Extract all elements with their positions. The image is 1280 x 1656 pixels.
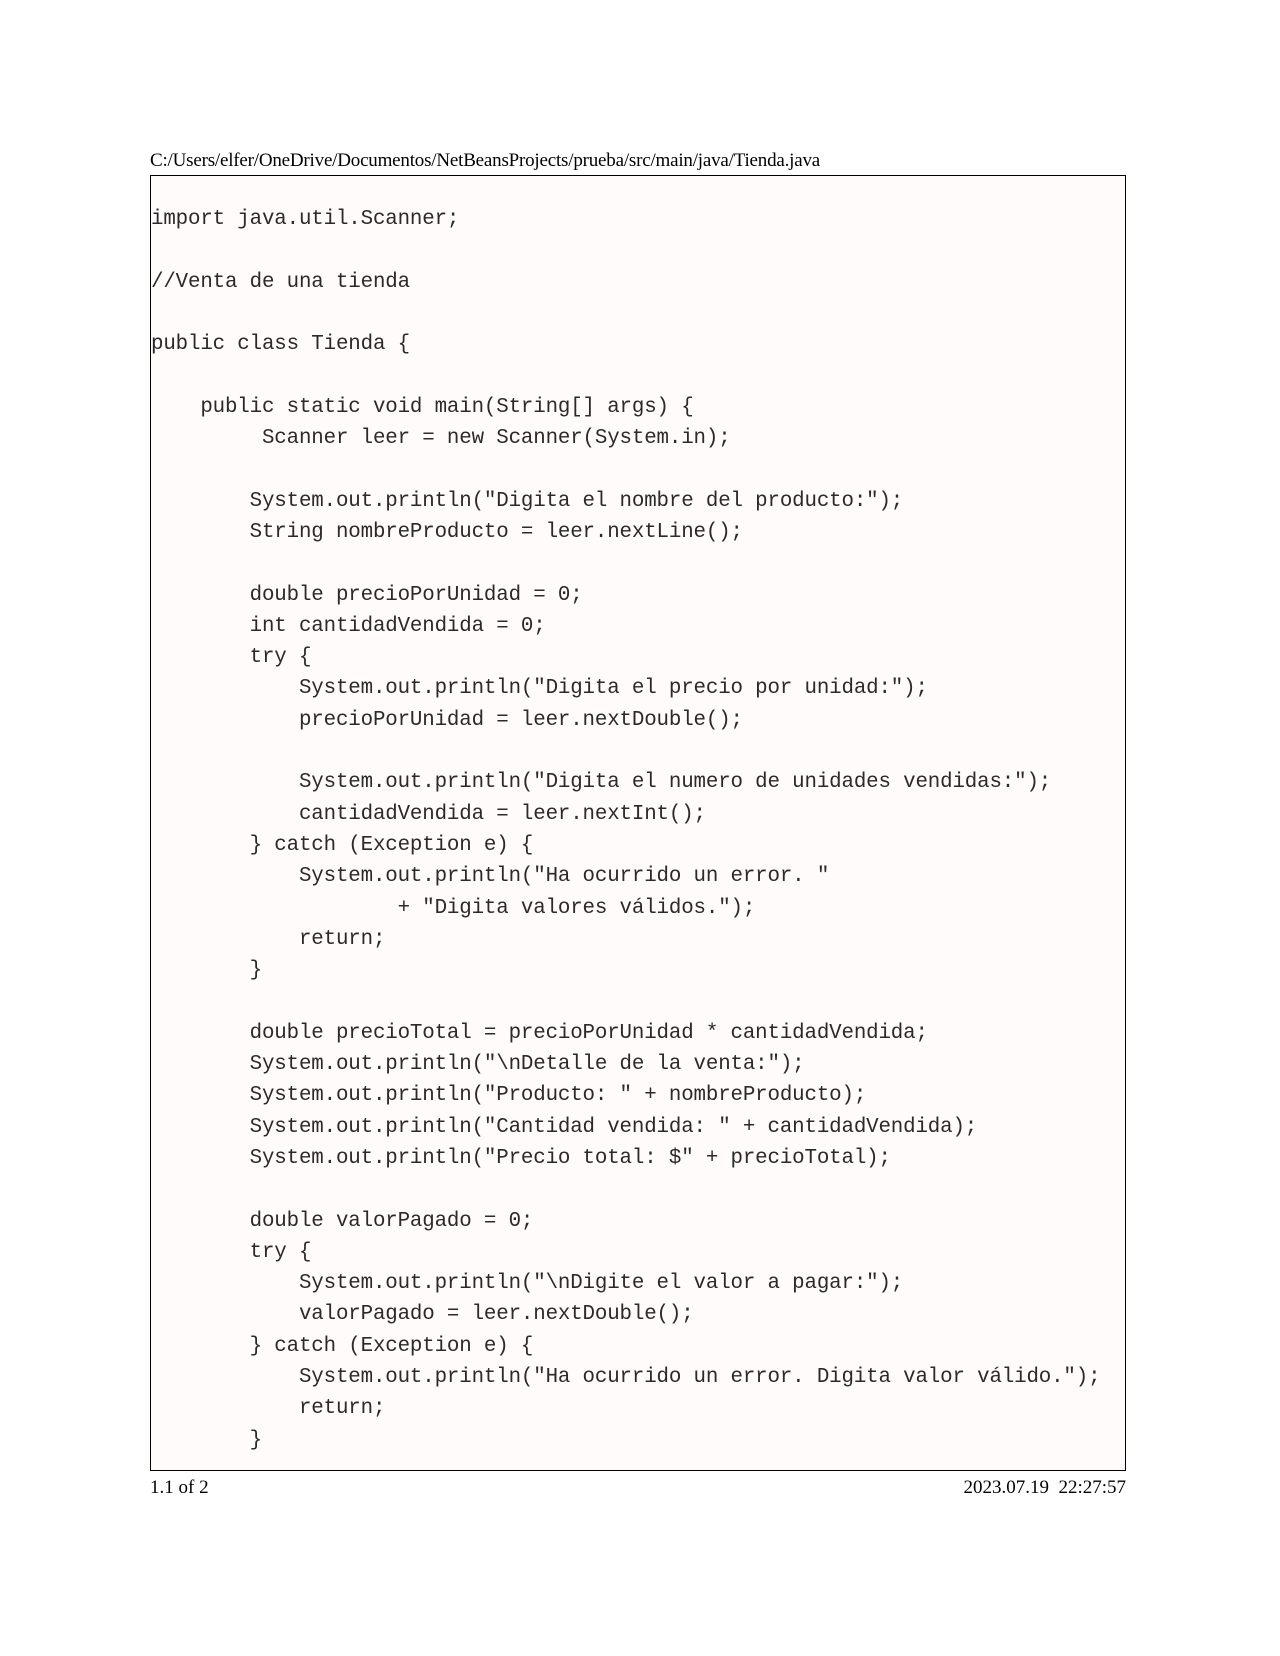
file-path-header: C:/Users/elfer/OneDrive/Documentos/NetBeansProjects/prueba/src/main/java/Tienda.java [150, 150, 821, 171]
code-line: return; [151, 1397, 386, 1421]
code-line: System.out.println("\nDigite el valor a pagar:"); [151, 1272, 904, 1296]
code-line: System.out.println("Precio total: $" + precioTotal); [151, 1146, 891, 1170]
code-line: System.out.println("Digita el nombre del producto:"); [151, 489, 904, 513]
code-line: //Venta de una tienda [151, 270, 410, 294]
code-line: return; [151, 927, 386, 951]
code-line: System.out.println("Cantidad vendida: " + cantidadVendida); [151, 1115, 978, 1139]
code-line [151, 736, 1100, 767]
code-line: } [151, 1428, 262, 1452]
code-line: double valorPagado = 0; [151, 1209, 534, 1233]
code-line [151, 360, 1100, 391]
code-line: Scanner leer = new Scanner(System.in); [151, 427, 731, 451]
code-line: System.out.println("Ha ocurrido un error. Digita valor válido."); [151, 1365, 1101, 1389]
code-line: System.out.println("\nDetalle de la venta:"); [151, 1053, 805, 1077]
code-line [151, 548, 1100, 579]
code-line: valorPagado = leer.nextDouble(); [151, 1303, 694, 1327]
code-line: } catch (Exception e) { [151, 1334, 534, 1358]
code-line: + "Digita valores válidos."); [151, 896, 756, 920]
code-line: public static void main(String[] args) { [151, 395, 694, 419]
code-line: System.out.println("Ha ocurrido un error. " [151, 865, 830, 889]
code-line: String nombreProducto = leer.nextLine(); [151, 520, 743, 544]
code-listing [151, 204, 1100, 1456]
code-line: precioPorUnidad = leer.nextDouble(); [151, 708, 743, 732]
page-indicator: 1.1 of 2 [150, 1477, 209, 1498]
code-line: public class Tienda { [151, 333, 410, 357]
code-line [151, 454, 1100, 485]
code-line: System.out.println("Digita el numero de unidades vendidas:"); [151, 771, 1052, 795]
code-line: System.out.println("Producto: " + nombreProducto); [151, 1084, 867, 1108]
code-line [151, 235, 1100, 266]
code-line: double precioPorUnidad = 0; [151, 583, 583, 607]
code-listing-frame [150, 175, 1126, 1471]
code-line: import java.util.Scanner; [151, 208, 460, 231]
code-line: double precioTotal = precioPorUnidad * cantidadVendida; [151, 1021, 928, 1045]
code-line: try { [151, 646, 312, 670]
code-line [151, 1174, 1100, 1205]
code-line: } catch (Exception e) { [151, 833, 534, 857]
code-line: System.out.println("Digita el precio por unidad:"); [151, 677, 928, 701]
code-line: } [151, 959, 262, 983]
code-line [151, 986, 1100, 1017]
code-line: try { [151, 1240, 312, 1264]
code-line [151, 298, 1100, 329]
print-timestamp: 2023.07.19 22:27:57 [963, 1477, 1126, 1498]
code-line: cantidadVendida = leer.nextInt(); [151, 802, 706, 826]
code-line: int cantidadVendida = 0; [151, 614, 546, 638]
